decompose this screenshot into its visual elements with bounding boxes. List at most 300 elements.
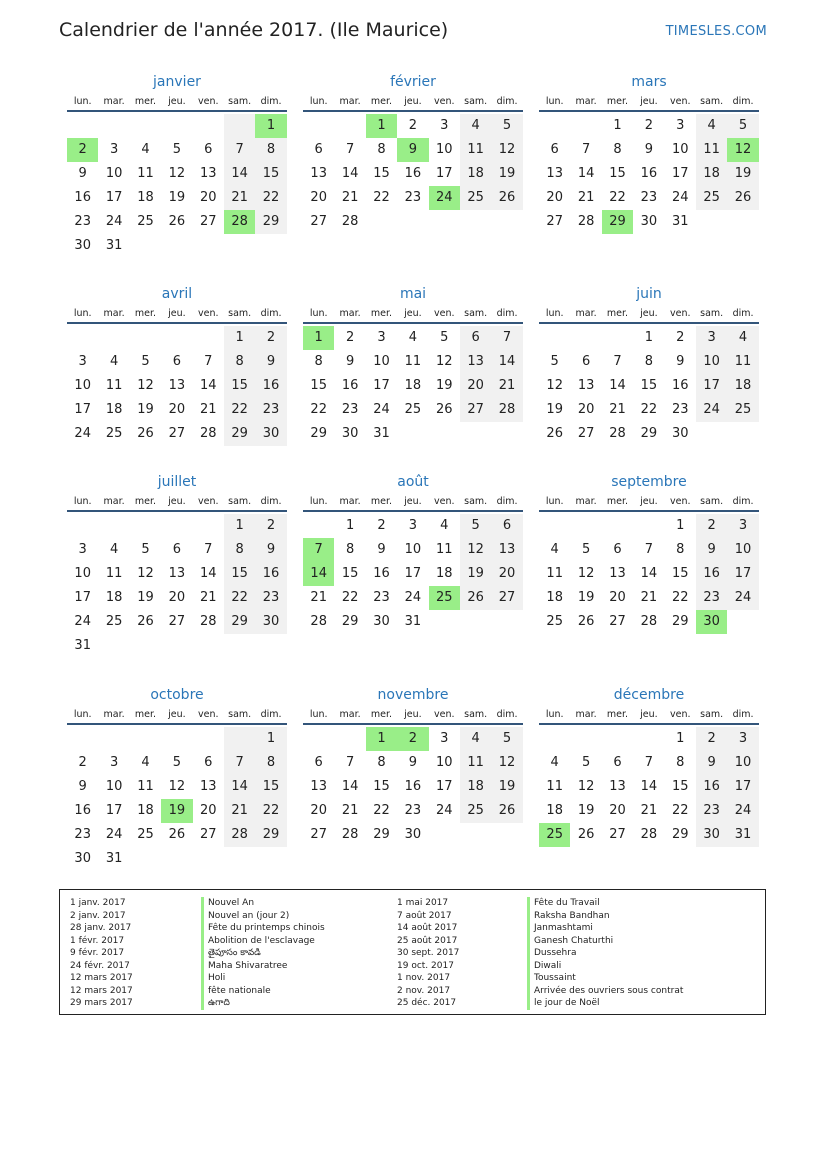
weekday-label: jeu. bbox=[640, 308, 658, 319]
day-cell: 4 bbox=[550, 755, 559, 770]
day-cell: 5 bbox=[581, 755, 591, 770]
day-cell: 20 bbox=[577, 402, 595, 417]
holiday-day-cell: 25 bbox=[429, 586, 460, 610]
day-cell: 2 bbox=[255, 326, 286, 350]
empty-cell bbox=[67, 514, 98, 538]
day-cell: 12 bbox=[137, 566, 154, 581]
month-name: octobre bbox=[150, 687, 204, 703]
day-cell: 1 bbox=[345, 518, 355, 533]
weekday-label: mar. bbox=[575, 709, 597, 720]
weekday-label: mer. bbox=[606, 709, 629, 720]
day-cell: 30 bbox=[255, 422, 286, 446]
holiday-day-cell: 25 bbox=[539, 823, 570, 847]
empty-cell bbox=[696, 422, 727, 446]
day-cell: 26 bbox=[577, 614, 595, 629]
day-cell: 27 bbox=[199, 214, 217, 229]
holiday-date: 28 janv. 2017 bbox=[70, 923, 132, 933]
day-cell: 30 bbox=[341, 426, 359, 441]
weekday-header bbox=[67, 306, 287, 324]
weekday-label: jeu. bbox=[404, 96, 422, 107]
day-cell: 12 bbox=[491, 751, 522, 775]
day-cell: 21 bbox=[640, 590, 658, 605]
day-cell: 19 bbox=[727, 162, 758, 186]
day-cell: 21 bbox=[224, 799, 255, 823]
day-cell: 9 bbox=[78, 779, 87, 794]
day-cell: 1 bbox=[613, 118, 622, 133]
empty-cell bbox=[130, 634, 161, 658]
day-cell: 4 bbox=[109, 354, 119, 369]
holiday-date: 29 mars 2017 bbox=[70, 998, 133, 1008]
brand-logo[interactable]: TIMESLES.COM bbox=[665, 24, 767, 39]
weekday-label: mar. bbox=[575, 308, 597, 319]
weekday-label: lun. bbox=[545, 96, 564, 107]
day-cell: 28 bbox=[609, 426, 626, 441]
holiday-dates-right bbox=[397, 897, 459, 1010]
holiday-dates-left bbox=[70, 897, 133, 1010]
empty-cell bbox=[602, 514, 633, 538]
empty-cell bbox=[98, 727, 129, 751]
month-days bbox=[539, 114, 759, 234]
day-cell: 20 bbox=[609, 590, 626, 605]
day-cell: 21 bbox=[640, 803, 658, 818]
day-cell: 29 bbox=[341, 614, 359, 629]
day-cell: 16 bbox=[74, 803, 91, 818]
day-cell: 23 bbox=[373, 590, 390, 605]
day-cell: 19 bbox=[546, 402, 563, 417]
day-cell: 16 bbox=[404, 166, 422, 181]
day-cell: 14 bbox=[224, 162, 255, 186]
day-cell: 31 bbox=[671, 214, 689, 229]
day-cell: 26 bbox=[546, 426, 563, 441]
day-cell: 9 bbox=[255, 350, 286, 374]
day-cell: 29 bbox=[640, 426, 658, 441]
day-cell: 29 bbox=[373, 827, 390, 842]
day-cell: 6 bbox=[581, 354, 591, 369]
empty-cell bbox=[193, 326, 224, 350]
day-cell: 22 bbox=[255, 799, 286, 823]
weekday-label: ven. bbox=[670, 496, 691, 507]
empty-cell bbox=[303, 727, 334, 751]
day-cell: 17 bbox=[435, 779, 453, 794]
holiday-date: 12 mars 2017 bbox=[70, 985, 133, 996]
weekday-header bbox=[67, 494, 287, 512]
day-cell: 19 bbox=[577, 803, 595, 818]
holiday-date: 2 nov. 2017 bbox=[397, 985, 451, 996]
holiday-day-cell: 14 bbox=[303, 562, 334, 586]
weekday-label: lun. bbox=[545, 496, 564, 507]
empty-cell bbox=[130, 114, 161, 138]
day-cell: 9 bbox=[408, 755, 417, 770]
day-cell: 13 bbox=[546, 166, 563, 181]
day-cell: 25 bbox=[460, 186, 491, 210]
day-cell: 9 bbox=[696, 538, 727, 562]
month-0 bbox=[67, 72, 287, 258]
day-cell: 24 bbox=[671, 190, 689, 205]
day-cell: 24 bbox=[74, 614, 91, 629]
day-cell: 10 bbox=[727, 538, 758, 562]
day-cell: 10 bbox=[105, 166, 123, 181]
month-days bbox=[67, 326, 287, 446]
weekday-label: dim. bbox=[732, 709, 754, 720]
month-days bbox=[303, 114, 523, 234]
day-cell: 13 bbox=[168, 566, 186, 581]
day-cell: 21 bbox=[341, 803, 359, 818]
holiday-name: Arrivée des ouvriers sous contrat bbox=[527, 985, 683, 998]
day-cell: 14 bbox=[199, 566, 217, 581]
weekday-label: mer. bbox=[370, 709, 393, 720]
holiday-name: Nouvel an (jour 2) bbox=[201, 910, 325, 923]
day-cell: 3 bbox=[676, 118, 685, 133]
month-name: juin bbox=[636, 286, 662, 302]
empty-cell bbox=[539, 727, 570, 751]
day-cell: 14 bbox=[341, 779, 359, 794]
holiday-date: 7 août 2017 bbox=[397, 910, 452, 921]
month-name: juillet bbox=[157, 474, 197, 490]
day-cell: 3 bbox=[78, 354, 87, 369]
holiday-name: Fête du printemps chinois bbox=[201, 922, 325, 935]
day-cell: 4 bbox=[550, 542, 559, 557]
holiday-name: ఉగాది bbox=[201, 997, 325, 1010]
day-cell: 6 bbox=[460, 326, 491, 350]
holiday-date: 1 nov. 2017 bbox=[397, 973, 451, 983]
day-cell: 14 bbox=[577, 166, 595, 181]
weekday-label: lun. bbox=[309, 496, 328, 507]
day-cell: 10 bbox=[671, 142, 689, 157]
month-days bbox=[539, 727, 759, 847]
day-cell: 15 bbox=[373, 166, 390, 181]
day-cell: 6 bbox=[314, 755, 323, 770]
weekday-label: jeu. bbox=[168, 709, 186, 720]
empty-cell bbox=[161, 326, 192, 350]
weekday-label: lun. bbox=[545, 308, 564, 319]
day-cell: 6 bbox=[172, 354, 181, 369]
holiday-day-cell: 1 bbox=[366, 727, 397, 751]
day-cell: 23 bbox=[255, 398, 286, 422]
day-cell: 14 bbox=[609, 378, 626, 393]
day-cell: 20 bbox=[460, 374, 491, 398]
day-cell: 13 bbox=[168, 378, 186, 393]
empty-cell bbox=[570, 727, 601, 751]
day-cell: 18 bbox=[696, 162, 727, 186]
day-cell: 14 bbox=[640, 566, 658, 581]
day-cell: 17 bbox=[373, 378, 390, 393]
holiday-date: 2 janv. 2017 bbox=[70, 910, 126, 921]
month-7 bbox=[303, 472, 523, 634]
day-cell: 8 bbox=[613, 142, 622, 157]
day-cell: 16 bbox=[373, 566, 390, 581]
day-cell: 9 bbox=[676, 354, 685, 369]
weekday-label: mar. bbox=[339, 709, 361, 720]
day-cell: 12 bbox=[168, 166, 186, 181]
day-cell: 16 bbox=[404, 779, 422, 794]
day-cell: 7 bbox=[204, 354, 213, 369]
day-cell: 18 bbox=[105, 590, 123, 605]
month-6 bbox=[67, 472, 287, 658]
month-name: février bbox=[390, 74, 436, 90]
day-cell: 1 bbox=[255, 727, 286, 751]
weekday-label: mer. bbox=[606, 496, 629, 507]
day-cell: 23 bbox=[404, 190, 422, 205]
day-cell: 10 bbox=[74, 378, 91, 393]
weekday-label: sam. bbox=[228, 96, 252, 107]
day-cell: 8 bbox=[255, 751, 286, 775]
weekday-label: mer. bbox=[370, 96, 393, 107]
day-cell: 3 bbox=[727, 727, 758, 751]
day-cell: 30 bbox=[255, 610, 286, 634]
day-cell: 18 bbox=[546, 590, 563, 605]
day-cell: 24 bbox=[373, 402, 390, 417]
day-cell: 17 bbox=[74, 402, 91, 417]
empty-cell bbox=[429, 210, 460, 234]
holiday-name: Fête du Travail bbox=[527, 897, 683, 910]
day-cell: 15 bbox=[671, 779, 689, 794]
weekday-label: dim. bbox=[732, 308, 754, 319]
day-cell: 27 bbox=[491, 586, 522, 610]
day-cell: 13 bbox=[310, 779, 327, 794]
weekday-label: lun. bbox=[309, 96, 328, 107]
weekday-label: lun. bbox=[73, 308, 92, 319]
empty-cell bbox=[539, 114, 570, 138]
day-cell: 19 bbox=[491, 775, 522, 799]
empty-cell bbox=[161, 847, 192, 871]
day-cell: 18 bbox=[546, 803, 563, 818]
day-cell: 24 bbox=[727, 586, 758, 610]
day-cell: 3 bbox=[440, 731, 449, 746]
weekday-label: sam. bbox=[464, 709, 488, 720]
empty-cell bbox=[130, 326, 161, 350]
day-cell: 7 bbox=[613, 354, 622, 369]
day-cell: 2 bbox=[255, 514, 286, 538]
day-cell: 28 bbox=[310, 614, 327, 629]
day-cell: 1 bbox=[676, 518, 685, 533]
month-4 bbox=[303, 284, 523, 446]
day-cell: 11 bbox=[105, 378, 123, 393]
day-cell: 28 bbox=[224, 823, 255, 847]
empty-cell bbox=[429, 823, 460, 847]
day-cell: 29 bbox=[671, 827, 689, 842]
empty-cell bbox=[67, 727, 98, 751]
day-cell: 28 bbox=[341, 827, 359, 842]
day-cell: 4 bbox=[696, 114, 727, 138]
holiday-name: le jour de Noël bbox=[527, 997, 683, 1010]
month-3 bbox=[67, 284, 287, 446]
empty-cell bbox=[460, 422, 491, 446]
day-cell: 10 bbox=[74, 566, 91, 581]
weekday-label: ven. bbox=[434, 496, 455, 507]
weekday-label: mer. bbox=[134, 308, 157, 319]
day-cell: 22 bbox=[224, 398, 255, 422]
day-cell: 13 bbox=[609, 566, 626, 581]
day-cell: 11 bbox=[404, 354, 422, 369]
empty-cell bbox=[491, 210, 522, 234]
day-cell: 25 bbox=[727, 398, 758, 422]
empty-cell bbox=[130, 514, 161, 538]
day-cell: 28 bbox=[199, 426, 217, 441]
day-cell: 19 bbox=[137, 402, 154, 417]
day-cell: 7 bbox=[491, 326, 522, 350]
day-cell: 9 bbox=[78, 166, 87, 181]
day-cell: 22 bbox=[671, 803, 689, 818]
day-cell: 29 bbox=[671, 614, 689, 629]
day-cell: 13 bbox=[577, 378, 595, 393]
weekday-label: jeu. bbox=[404, 709, 422, 720]
day-cell: 8 bbox=[644, 354, 653, 369]
day-cell: 20 bbox=[168, 590, 186, 605]
day-cell: 27 bbox=[460, 398, 491, 422]
weekday-label: ven. bbox=[198, 308, 219, 319]
empty-cell bbox=[255, 847, 286, 871]
day-cell: 17 bbox=[105, 190, 123, 205]
day-cell: 23 bbox=[404, 803, 422, 818]
day-cell: 31 bbox=[727, 823, 758, 847]
day-cell: 24 bbox=[435, 803, 453, 818]
empty-cell bbox=[429, 422, 460, 446]
day-cell: 11 bbox=[696, 138, 727, 162]
day-cell: 12 bbox=[435, 354, 453, 369]
day-cell: 25 bbox=[105, 614, 123, 629]
day-cell: 20 bbox=[168, 402, 186, 417]
empty-cell bbox=[539, 514, 570, 538]
day-cell: 15 bbox=[373, 779, 390, 794]
day-cell: 2 bbox=[696, 514, 727, 538]
day-cell: 8 bbox=[377, 755, 386, 770]
day-cell: 13 bbox=[460, 350, 491, 374]
day-cell: 22 bbox=[255, 186, 286, 210]
day-cell: 6 bbox=[204, 142, 213, 157]
day-cell: 11 bbox=[460, 138, 491, 162]
day-cell: 12 bbox=[168, 779, 186, 794]
day-cell: 29 bbox=[310, 426, 327, 441]
day-cell: 8 bbox=[345, 542, 355, 557]
day-cell: 8 bbox=[255, 138, 286, 162]
day-cell: 30 bbox=[404, 827, 422, 842]
day-cell: 5 bbox=[460, 514, 491, 538]
day-cell: 24 bbox=[74, 426, 91, 441]
day-cell: 1 bbox=[676, 731, 685, 746]
empty-cell bbox=[727, 610, 758, 634]
day-cell: 8 bbox=[224, 350, 255, 374]
day-cell: 14 bbox=[640, 779, 658, 794]
empty-cell bbox=[491, 610, 522, 634]
empty-cell bbox=[303, 114, 334, 138]
holiday-name: Toussaint bbox=[527, 972, 683, 985]
day-cell: 5 bbox=[491, 114, 522, 138]
holiday-date: 9 févr. 2017 bbox=[70, 948, 125, 958]
holiday-day-cell: 12 bbox=[727, 138, 758, 162]
day-cell: 6 bbox=[204, 755, 213, 770]
day-cell: 4 bbox=[460, 114, 491, 138]
day-cell: 7 bbox=[204, 542, 213, 557]
weekday-label: mer. bbox=[134, 496, 157, 507]
weekday-label: sam. bbox=[464, 496, 488, 507]
empty-cell bbox=[193, 514, 224, 538]
holiday-date: 25 août 2017 bbox=[397, 935, 458, 946]
empty-cell bbox=[224, 847, 255, 871]
holiday-day-cell: 24 bbox=[429, 186, 460, 210]
day-cell: 19 bbox=[137, 590, 154, 605]
day-cell: 11 bbox=[137, 779, 154, 794]
weekday-label: jeu. bbox=[640, 709, 658, 720]
day-cell: 28 bbox=[341, 214, 359, 229]
day-cell: 1 bbox=[644, 330, 653, 345]
day-cell: 7 bbox=[345, 755, 355, 770]
day-cell: 27 bbox=[168, 426, 186, 441]
holiday-date: 1 janv. 2017 bbox=[70, 898, 126, 908]
day-cell: 16 bbox=[341, 378, 359, 393]
day-cell: 27 bbox=[577, 426, 595, 441]
day-cell: 9 bbox=[696, 751, 727, 775]
day-cell: 23 bbox=[696, 799, 727, 823]
holiday-date: 25 déc. 2017 bbox=[397, 998, 457, 1008]
day-cell: 26 bbox=[435, 402, 453, 417]
day-cell: 25 bbox=[460, 799, 491, 823]
weekday-label: ven. bbox=[670, 96, 691, 107]
day-cell: 24 bbox=[404, 590, 422, 605]
empty-cell bbox=[460, 823, 491, 847]
holiday-day-cell: 29 bbox=[602, 210, 633, 234]
weekday-label: sam. bbox=[228, 709, 252, 720]
holiday-name: Raksha Bandhan bbox=[527, 910, 683, 923]
empty-cell bbox=[98, 514, 129, 538]
day-cell: 17 bbox=[696, 374, 727, 398]
weekday-label: jeu. bbox=[404, 308, 422, 319]
holiday-date: 24 févr. 2017 bbox=[70, 960, 130, 971]
weekday-label: dim. bbox=[260, 308, 282, 319]
day-cell: 10 bbox=[435, 755, 453, 770]
weekday-label: ven. bbox=[198, 496, 219, 507]
day-cell: 16 bbox=[696, 562, 727, 586]
month-days bbox=[303, 727, 523, 847]
weekday-label: lun. bbox=[545, 709, 564, 720]
day-cell: 6 bbox=[491, 514, 522, 538]
day-cell: 27 bbox=[609, 827, 626, 842]
day-cell: 5 bbox=[491, 727, 522, 751]
day-cell: 22 bbox=[609, 190, 626, 205]
day-cell: 26 bbox=[491, 186, 522, 210]
empty-cell bbox=[633, 727, 664, 751]
day-cell: 23 bbox=[640, 190, 658, 205]
empty-cell bbox=[193, 727, 224, 751]
day-cell: 2 bbox=[408, 118, 417, 133]
day-cell: 3 bbox=[377, 330, 386, 345]
day-cell: 9 bbox=[377, 542, 386, 557]
day-cell: 29 bbox=[224, 610, 255, 634]
day-cell: 23 bbox=[341, 402, 359, 417]
empty-cell bbox=[224, 234, 255, 258]
day-cell: 16 bbox=[74, 190, 91, 205]
weekday-label: mar. bbox=[103, 96, 125, 107]
empty-cell bbox=[539, 326, 570, 350]
weekday-label: mer. bbox=[370, 308, 393, 319]
holiday-names-left bbox=[201, 897, 325, 1010]
day-cell: 30 bbox=[696, 823, 727, 847]
day-cell: 24 bbox=[727, 799, 758, 823]
day-cell: 5 bbox=[550, 354, 559, 369]
empty-cell bbox=[255, 634, 286, 658]
day-cell: 6 bbox=[314, 142, 323, 157]
day-cell: 15 bbox=[255, 162, 286, 186]
day-cell: 12 bbox=[137, 378, 154, 393]
month-name: mai bbox=[399, 286, 427, 302]
month-2 bbox=[539, 72, 759, 234]
holiday-date: 1 mai 2017 bbox=[397, 898, 449, 908]
empty-cell bbox=[602, 326, 633, 350]
day-cell: 26 bbox=[168, 214, 186, 229]
day-cell: 19 bbox=[460, 562, 491, 586]
empty-cell bbox=[161, 727, 192, 751]
day-cell: 22 bbox=[373, 803, 390, 818]
day-cell: 20 bbox=[199, 803, 217, 818]
